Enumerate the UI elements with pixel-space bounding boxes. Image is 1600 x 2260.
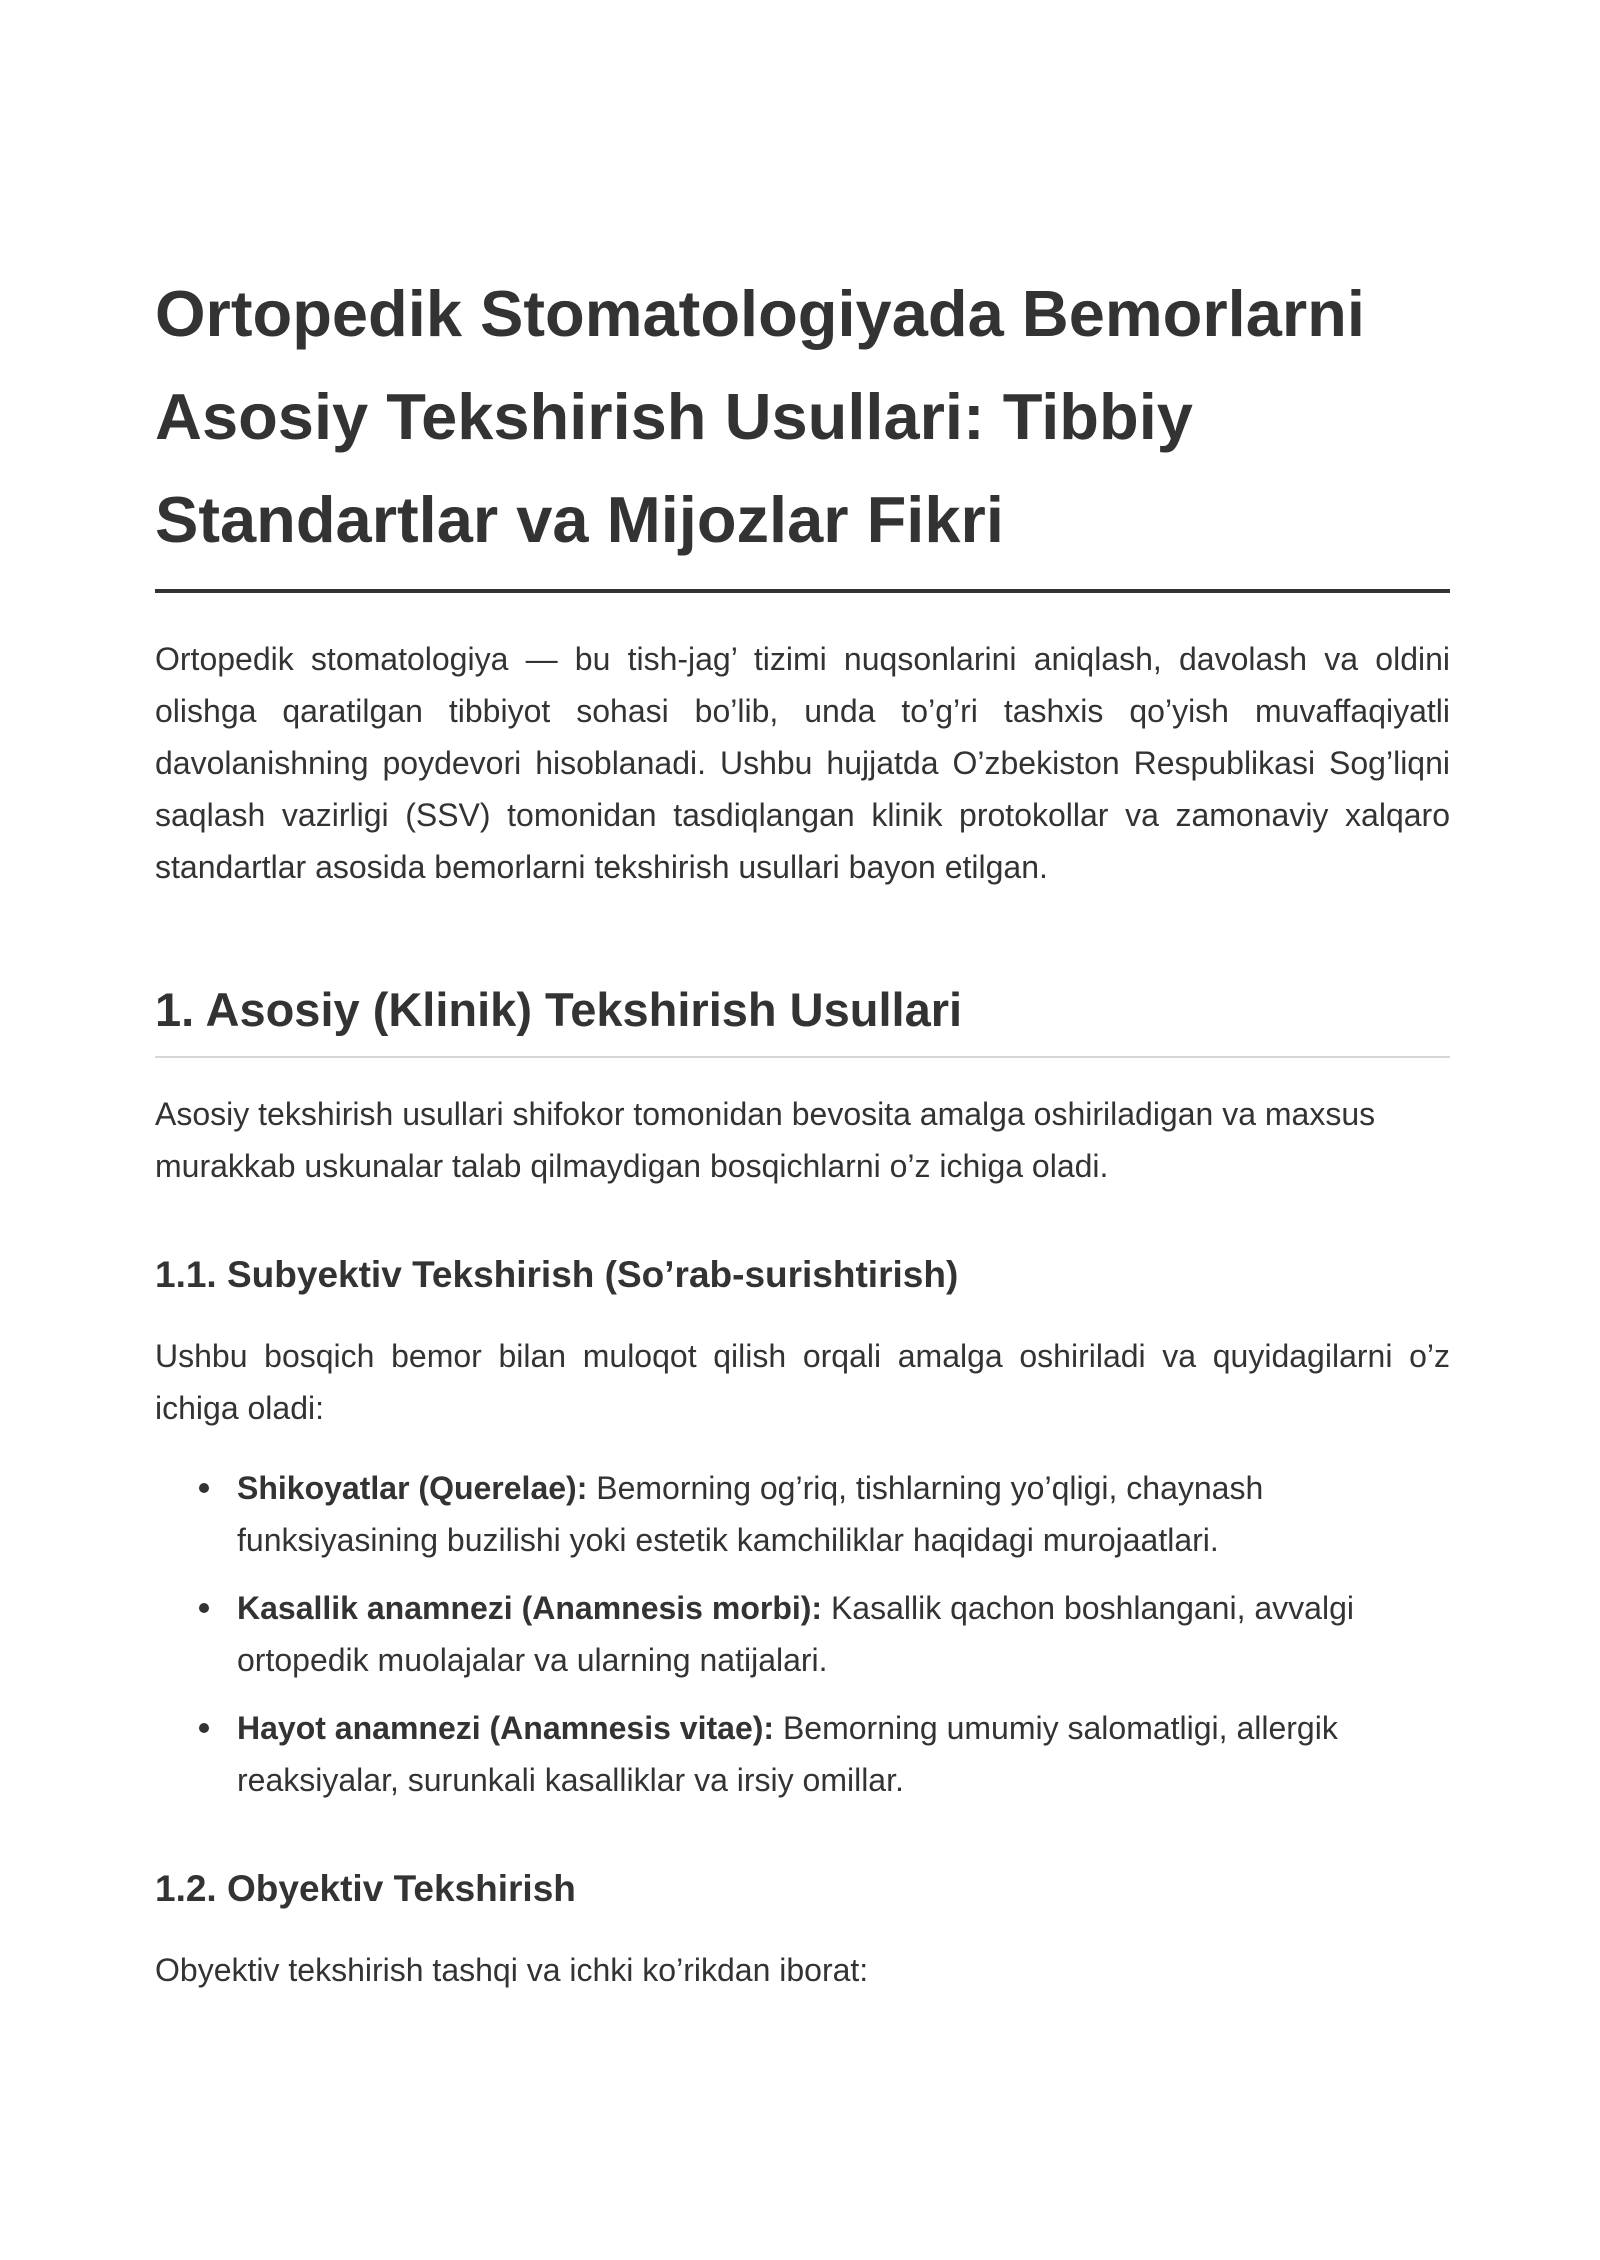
bullet-list: [155, 1462, 1450, 1806]
section-divider: [155, 1056, 1450, 1058]
list-item-term: Kasallik anamnezi (Anamnesis morbi):: [237, 1590, 823, 1626]
subsection-intro-paragraph: Ushbu bosqich bemor bilan muloqot qilish orqali amalga oshiriladi va quyidagilarni o’z ichiga oladi:: [155, 1338, 1450, 1426]
list-item-term: Hayot anamnezi (Anamnesis vitae):: [237, 1710, 775, 1746]
bullet-icon: [199, 1483, 209, 1493]
document-title-line: Ortopedik Stomatologiyada Bemorlarni: [155, 277, 1365, 350]
document-title-line: Standartlar va Mijozlar Fikri: [155, 483, 1004, 556]
list-item-term: Shikoyatlar (Querelae):: [237, 1470, 588, 1506]
list-item: [237, 1582, 1450, 1686]
list-item: [237, 1702, 1450, 1806]
document-title: [155, 262, 1450, 571]
list-item-text: Bemorning umumiy salomatligi, allergik reaksiyalar, surunkali kasalliklar va irsiy omillar.: [237, 1710, 1338, 1798]
list-item-text: Kasallik qachon boshlangani, avvalgi ortopedik muolajalar va ularning natijalari.: [237, 1590, 1354, 1678]
subsection-heading: 1.1. Subyektiv Tekshirish (So’rab-surishtirish): [155, 1254, 959, 1295]
intro-paragraph: Ortopedik stomatologiya — bu tish-jag’ tizimi nuqsonlarini aniqlash, davolash va oldini olishga qaratilgan tibbiyot sohasi bo’lib, unda to’g’ri tashxis qo’yish muvaffaqiyatli davolanishning poydevori hisoblanadi. Ushbu hujjatda O’zbekiston Respublikasi Sog’liqni saqlash vazirligi (SSV) tomonidan tasdiqlangan klinik protokollar va zamonaviy xalqaro standartlar asosida bemorlarni tekshirish usullari bayon etilgan.: [155, 641, 1450, 885]
bullet-icon: [199, 1723, 209, 1733]
bullet-icon: [199, 1603, 209, 1613]
list-item: [237, 1462, 1450, 1566]
section-heading: 1. Asosiy (Klinik) Tekshirish Usullari: [155, 983, 963, 1036]
section-intro-paragraph: Asosiy tekshirish usullari shifokor tomonidan bevosita amalga oshiriladigan va maxsus murakkab uskunalar talab qilmaydigan bosqichlarni o’z ichiga oladi.: [155, 1096, 1376, 1184]
list-item-text: Bemorning og’riq, tishlarning yo’qligi, chaynash funksiyasining buzilishi yoki estetik kamchiliklar haqidagi murojaatlari.: [237, 1470, 1264, 1558]
subsection-intro-paragraph: Obyektiv tekshirish tashqi va ichki ko’rikdan iborat:: [155, 1952, 869, 1988]
subsection-heading: 1.2. Obyektiv Tekshirish: [155, 1868, 576, 1909]
document-title-line: Asosiy Tekshirish Usullari: Tibbiy: [155, 380, 1193, 453]
title-divider: [155, 589, 1450, 593]
